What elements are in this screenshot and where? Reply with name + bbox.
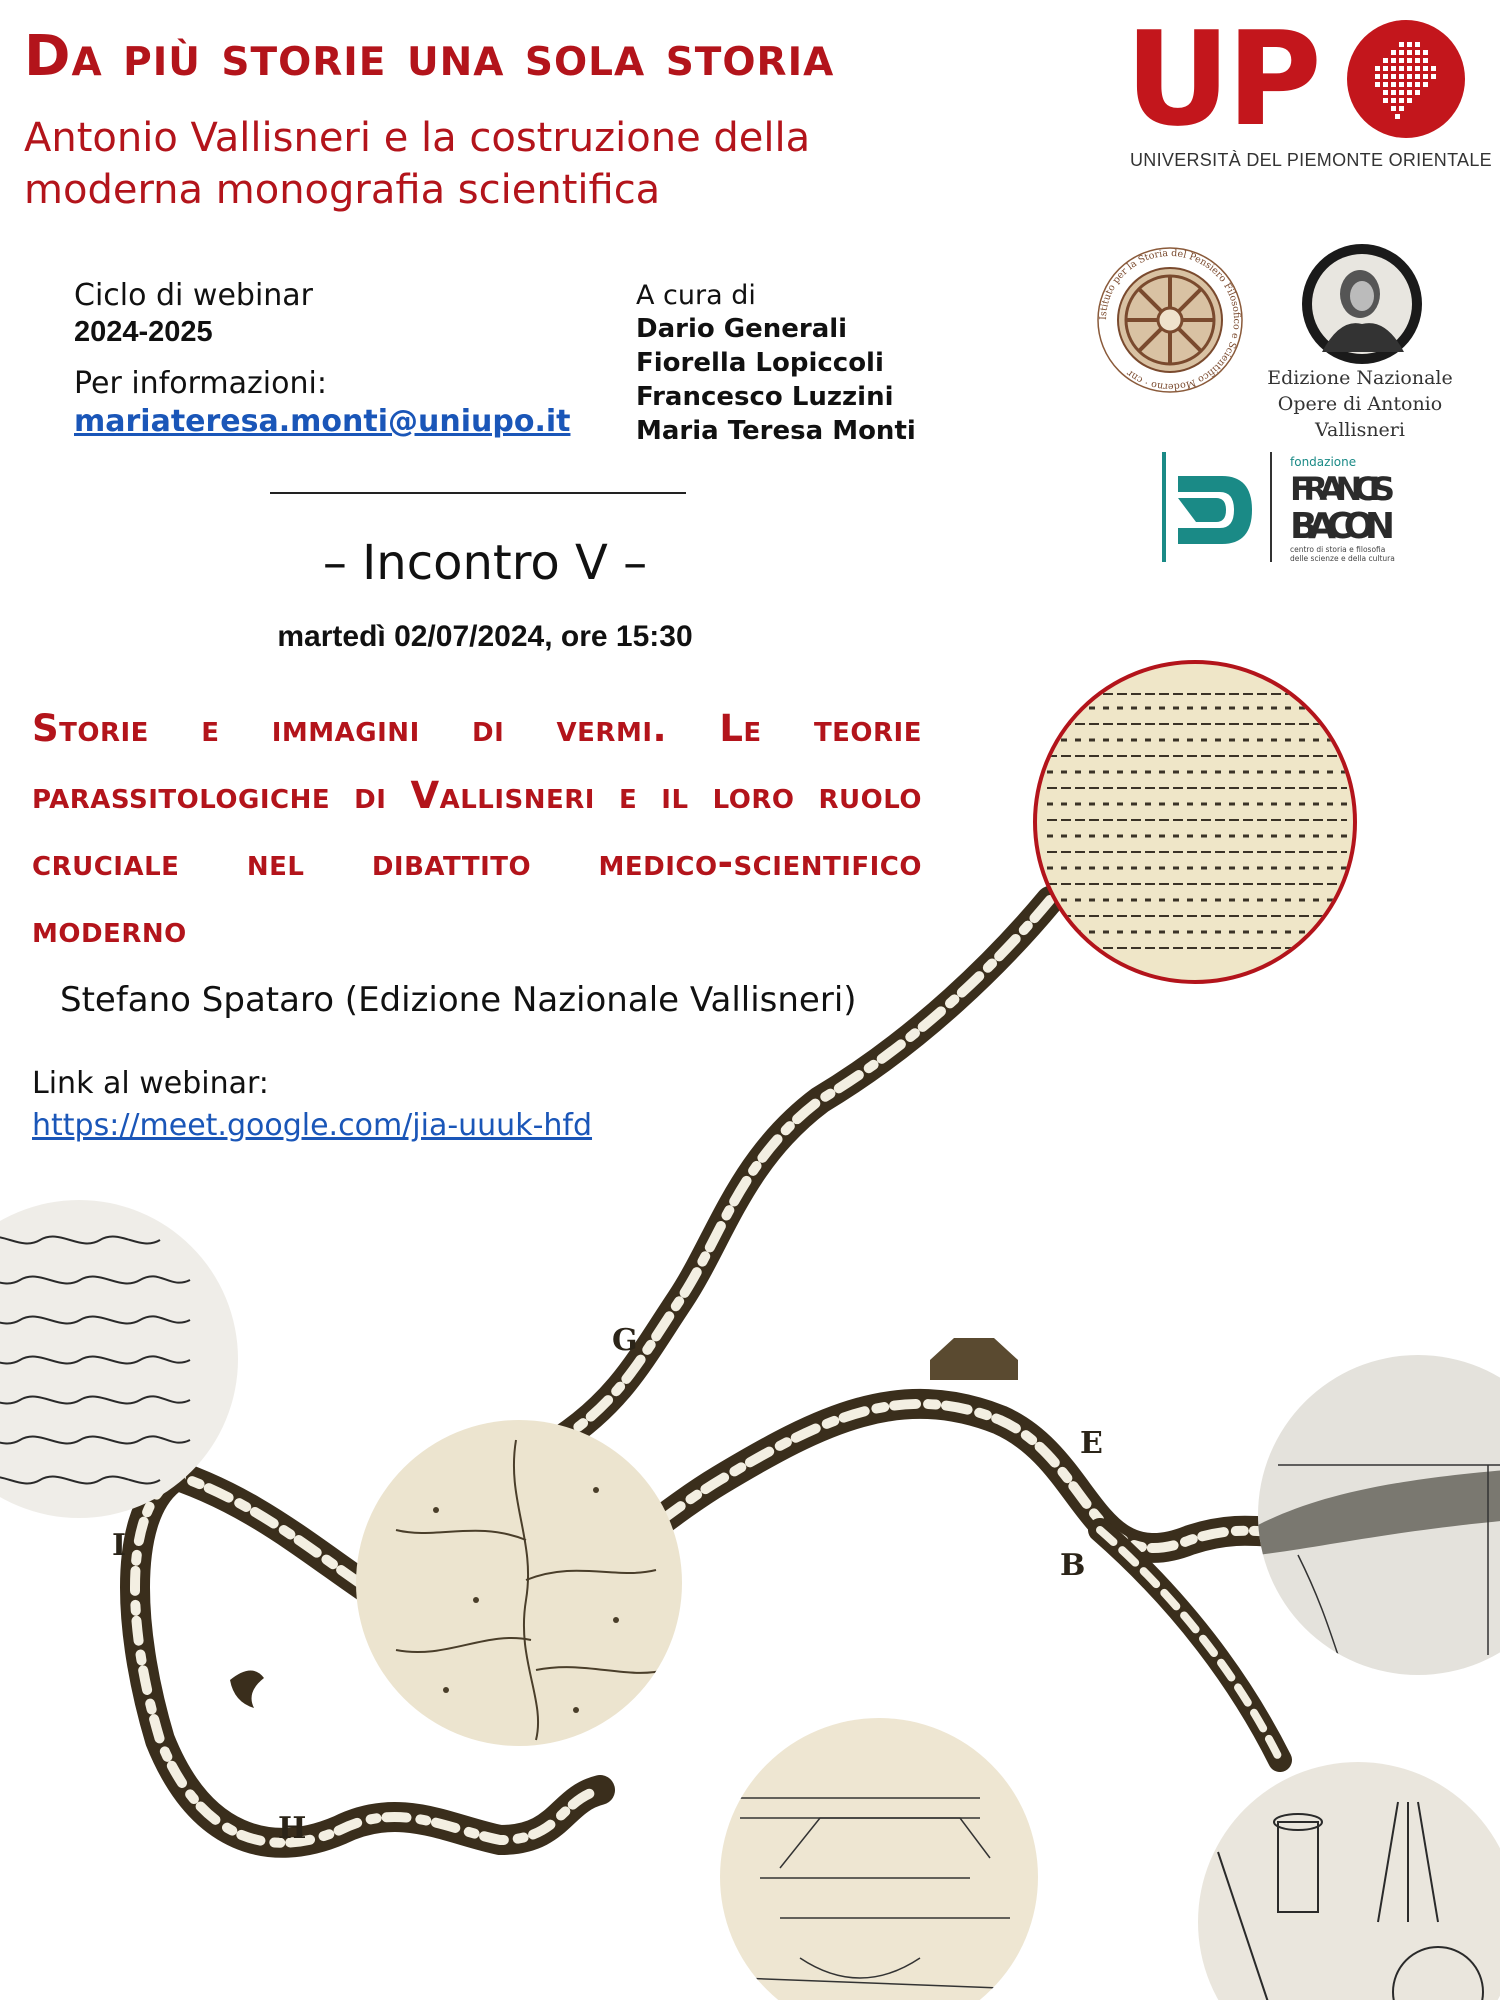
poster-subtitle: Antonio Vallisneri e la costruzione della moderna monografia scientifica xyxy=(24,115,811,213)
edizione-nazionale-caption: Edizione Nazionale Opere di Antonio Vallisneri xyxy=(1267,367,1453,441)
upo-logo-letters: UP xyxy=(1125,3,1318,155)
poster-title: Da più storie una sola storia xyxy=(24,24,835,89)
svg-text:delle scienze e della cultura: delle scienze e della cultura xyxy=(1290,554,1395,563)
old-map-image xyxy=(356,1420,682,1746)
webinar-link-label: Link al webinar: xyxy=(32,1066,269,1101)
curated-by-label: A cura di xyxy=(636,280,756,311)
incontro-heading: – Incontro V – xyxy=(322,535,648,591)
contact-email-link[interactable]: mariateresa.monti@uniupo.it xyxy=(74,404,571,439)
info-label: Per informazioni: xyxy=(74,366,327,401)
speaker-name: Stefano Spataro (Edizione Nazionale Vallisneri) xyxy=(60,980,857,1020)
svg-text:H: H xyxy=(278,1811,307,1846)
upo-caption: UNIVERSITÀ DEL PIEMONTE ORIENTALE xyxy=(1130,150,1492,170)
svg-text:Istituto per la Storia del Pen: Istituto per la Storia del Pensiero Filosofico e Scientifico Moderno · cnr xyxy=(1097,247,1243,393)
curator-name: Francesco Luzzini xyxy=(636,382,894,412)
svg-text:FRANCIS: FRANCIS xyxy=(1290,470,1395,508)
svg-text:fondazione: fondazione xyxy=(1290,455,1357,469)
worm-chain-engraving-image xyxy=(1033,660,1357,984)
talk-title: Storie e immagini di vermi. Le teorie parassitologiche di Vallisneri e il loro ruolo cruciale nel dibattito medico-scientifico moderno xyxy=(32,707,922,951)
fondazione-francis-bacon-logo xyxy=(1160,450,1420,570)
curators-list xyxy=(636,312,916,448)
ciclo-years: 2024-2025 xyxy=(74,316,213,348)
svg-text:G: G xyxy=(612,1323,638,1358)
svg-text:centro di storia e filosofia: centro di storia e filosofia xyxy=(1290,545,1386,554)
webinar-link[interactable]: https://meet.google.com/jia-uuuk-hfd xyxy=(32,1108,593,1143)
cnr-seal-logo xyxy=(1095,245,1245,395)
piedmont-map-icon xyxy=(1347,20,1465,138)
section-divider xyxy=(270,492,686,494)
curator-name: Maria Teresa Monti xyxy=(636,416,916,446)
ciclo-label: Ciclo di webinar xyxy=(74,278,314,313)
svg-text:BACON: BACON xyxy=(1290,506,1395,547)
event-date-time: martedì 02/07/2024, ore 15:30 xyxy=(277,620,693,653)
vallisneri-portrait-seal xyxy=(1300,242,1425,367)
svg-text:B: B xyxy=(1060,1548,1086,1583)
curator-name: Dario Generali xyxy=(636,314,848,344)
svg-text:I: I xyxy=(112,1528,127,1563)
svg-text:E: E xyxy=(1080,1426,1103,1461)
curator-name: Fiorella Lopiccoli xyxy=(636,348,884,378)
